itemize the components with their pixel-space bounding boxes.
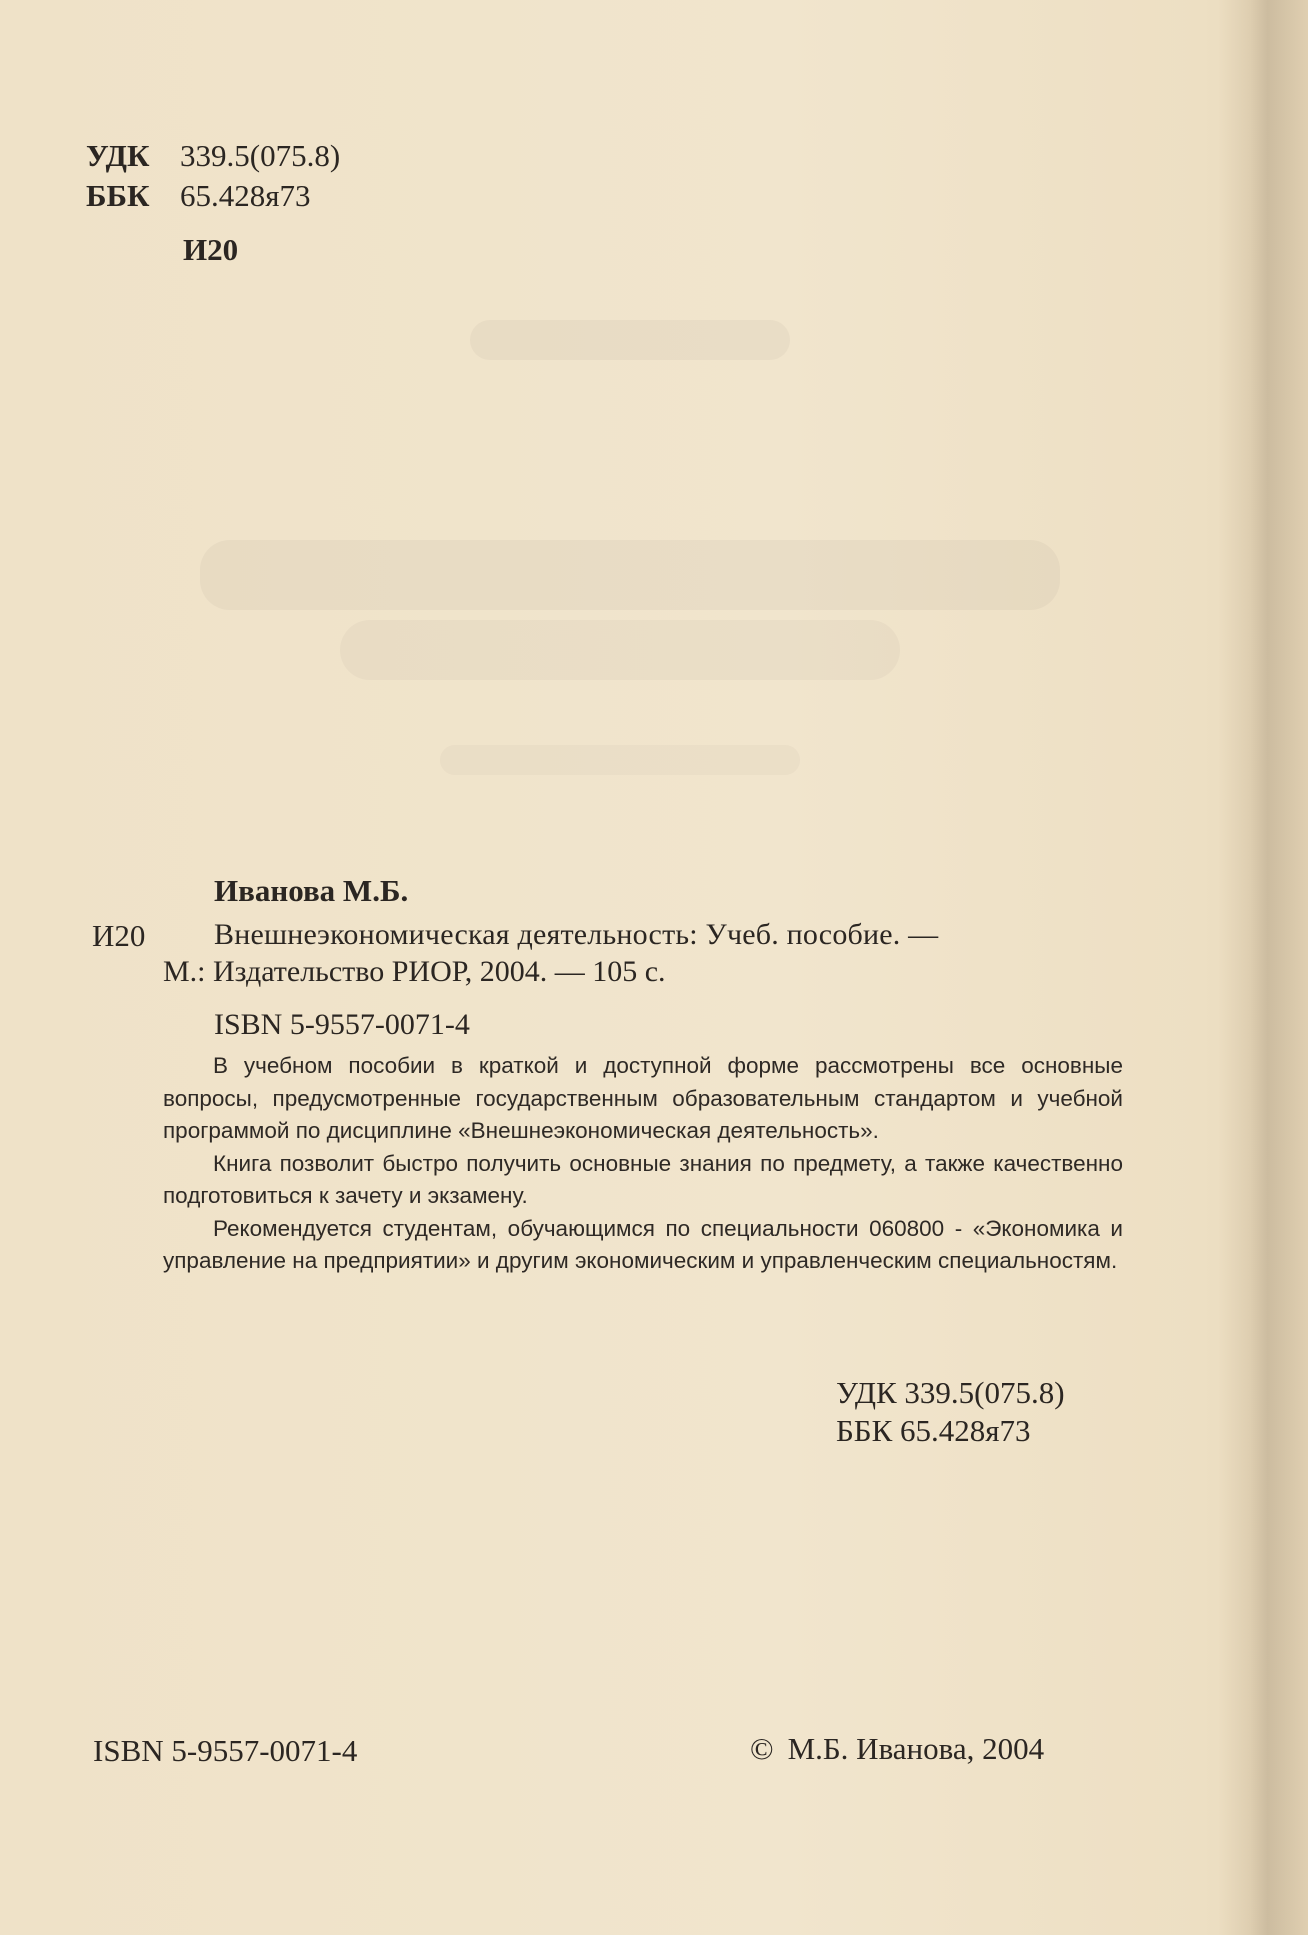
annotation — [163, 1050, 1123, 1278]
bleed-through-shadow — [440, 745, 800, 775]
book-title-line: Внешнеэкономическая деятельность: Учеб. пособие. — — [214, 918, 939, 951]
bbk-value: 65.428я73 — [180, 178, 311, 213]
isbn-footer: ISBN 5-9557-0071-4 — [93, 1733, 358, 1768]
author-index-top: И20 — [183, 232, 239, 267]
page-fold-shadow — [1218, 0, 1308, 1935]
isbn-entry: ISBN 5-9557-0071-4 — [214, 1008, 470, 1041]
annotation-paragraph: Рекомендуется студентам, обучающимся по специальности 060800 - «Экономика и управление на предприятии» и другим экономическим и управленческим специальностям. — [163, 1215, 1123, 1273]
bbk-label: ББК — [86, 178, 150, 213]
annotation-paragraph: Книга позволит быстро получить основные знания по предмету, а также качественно подготовиться к зачету и экзамену. — [163, 1150, 1123, 1208]
bleed-through-shadow — [200, 540, 1060, 610]
udk-label: УДК — [86, 138, 150, 173]
udk-code: УДК 339.5(075.8) — [836, 1375, 1065, 1410]
annotation-paragraph: В учебном пособии в краткой и доступной форме рассмотрены все основные вопросы, предусмотренные государственным образовательным стандартом и учебной программой по дисциплине «Внешнеэкономическая деятельность». — [163, 1053, 1123, 1143]
author-name: Иванова М.Б. — [214, 873, 409, 908]
copyright-notice — [750, 1731, 1044, 1767]
classification-bottom — [836, 1374, 1065, 1450]
bleed-through-shadow — [340, 620, 900, 680]
author-index: И20 — [92, 918, 146, 953]
publisher-line: М.: Издательство РИОР, 2004. — 105 с. — [163, 955, 666, 988]
copyright-text: М.Б. Иванова, 2004 — [787, 1731, 1045, 1766]
classification-top — [86, 136, 340, 216]
bleed-through-shadow — [470, 320, 790, 360]
udk-row — [86, 136, 340, 176]
copyright-icon: © — [750, 1731, 774, 1766]
bbk-code: ББК 65.428я73 — [836, 1413, 1031, 1448]
bbk-row — [86, 176, 340, 216]
udk-value: 339.5(075.8) — [180, 138, 341, 173]
